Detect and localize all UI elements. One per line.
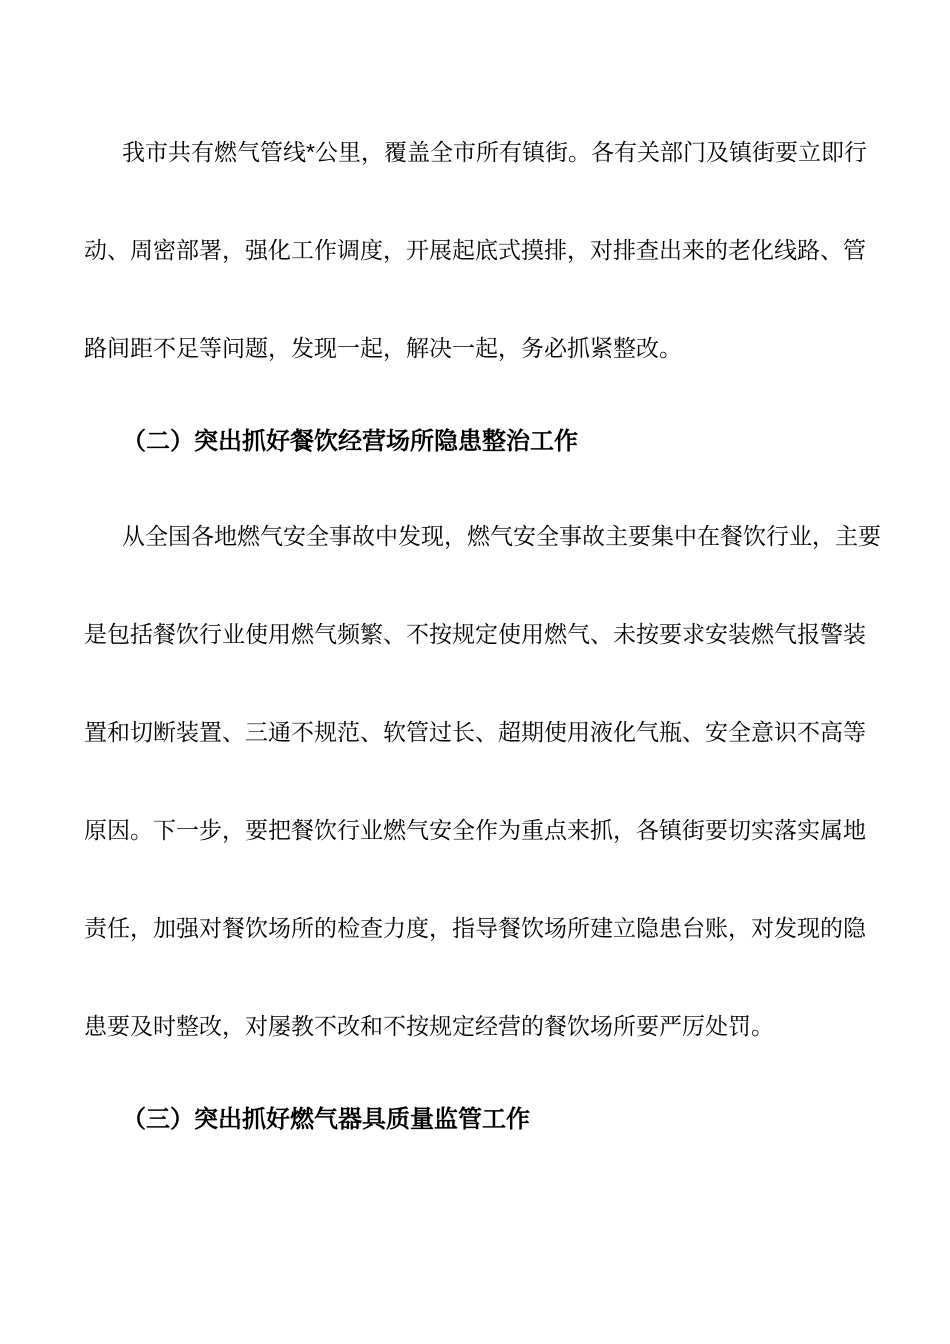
paragraph-1-line-1: 我市共有燃气管线*公里，覆盖全市所有镇街。各有关部门及镇街要立即行: [122, 139, 867, 165]
paragraph-1-line-2: 动、周密部署，强化工作调度，开展起底式摸排，对排查出来的老化线路、管: [84, 237, 866, 263]
paragraph-2-line-3: 置和切断装置、三通不规范、软管过长、超期使用液化气瓶、安全意识不高等: [84, 719, 866, 745]
paragraph-2-line-4: 原因。下一步，要把餐饮行业燃气安全作为重点来抓，各镇街要切实落实属地: [84, 817, 866, 843]
paragraph-2-line-6: 患要及时整改，对屡教不改和不按规定经营的餐饮场所要严厉处罚。: [84, 1013, 774, 1039]
section-heading-3: （三）突出抓好燃气器具质量监管工作: [122, 1106, 530, 1133]
paragraph-2-line-5: 责任，加强对餐饮场所的检查力度，指导餐饮场所建立隐患台账，对发现的隐: [84, 915, 866, 941]
paragraph-1-line-3: 路间距不足等问题，发现一起，解决一起，务必抓紧整改。: [84, 335, 682, 361]
paragraph-2-line-2: 是包括餐饮行业使用燃气频繁、不按规定使用燃气、未按要求安装燃气报警装: [84, 621, 866, 647]
paragraph-2-line-1: 从全国各地燃气安全事故中发现，燃气安全事故主要集中在餐饮行业，主要: [122, 523, 881, 549]
section-heading-2: （二）突出抓好餐饮经营场所隐患整治工作: [122, 428, 578, 455]
